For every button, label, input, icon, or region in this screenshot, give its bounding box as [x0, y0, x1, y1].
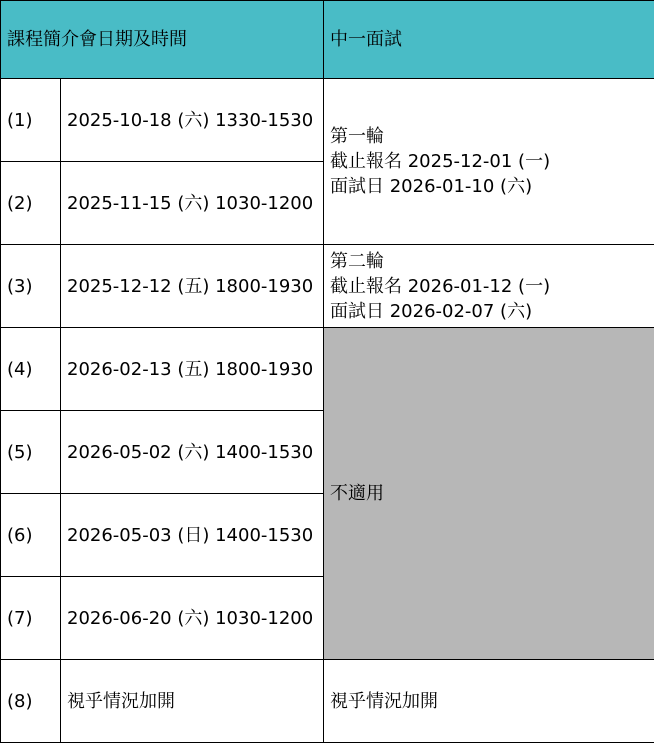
round-2-title: 第二輪	[330, 250, 384, 272]
row-index: (4)	[1, 328, 61, 411]
row-index: (2)	[1, 162, 61, 245]
row-index: (1)	[1, 79, 61, 162]
session-datetime: 2026-02-13 (五) 1800-1930	[61, 328, 324, 411]
table-row	[1, 79, 654, 162]
session-datetime: 視乎情況加開	[61, 660, 324, 743]
interview-round-1	[324, 79, 654, 245]
session-datetime: 2025-10-18 (六) 1330-1530	[61, 79, 324, 162]
header-interview: 中一面試	[324, 1, 654, 79]
table-row	[1, 245, 654, 328]
session-datetime: 2026-05-02 (六) 1400-1530	[61, 411, 324, 494]
row-index: (5)	[1, 411, 61, 494]
row-index: (7)	[1, 577, 61, 660]
table-row	[1, 328, 654, 411]
session-datetime: 2026-06-20 (六) 1030-1200	[61, 577, 324, 660]
header-briefing-date: 課程簡介會日期及時間	[1, 1, 324, 79]
session-datetime: 2025-12-12 (五) 1800-1930	[61, 245, 324, 328]
round-2-deadline: 截止報名 2026-01-12 (一)	[330, 275, 551, 297]
interview-not-applicable: 不適用	[324, 328, 654, 660]
row-index: (8)	[1, 660, 61, 743]
round-1-interview-date: 面試日 2026-01-10 (六)	[330, 176, 533, 197]
interview-round-2	[324, 245, 654, 328]
session-datetime: 2025-11-15 (六) 1030-1200	[61, 162, 324, 245]
round-1-title: 第一輪	[330, 126, 384, 147]
interview-extra: 視乎情況加開	[324, 660, 654, 743]
round-1-deadline: 截止報名 2025-12-01 (一)	[330, 151, 551, 172]
row-index: (6)	[1, 494, 61, 577]
table-row	[1, 660, 654, 743]
row-index: (3)	[1, 245, 61, 328]
header-row	[1, 1, 654, 79]
round-2-interview-date: 面試日 2026-02-07 (六)	[330, 300, 533, 322]
session-datetime: 2026-05-03 (日) 1400-1530	[61, 494, 324, 577]
